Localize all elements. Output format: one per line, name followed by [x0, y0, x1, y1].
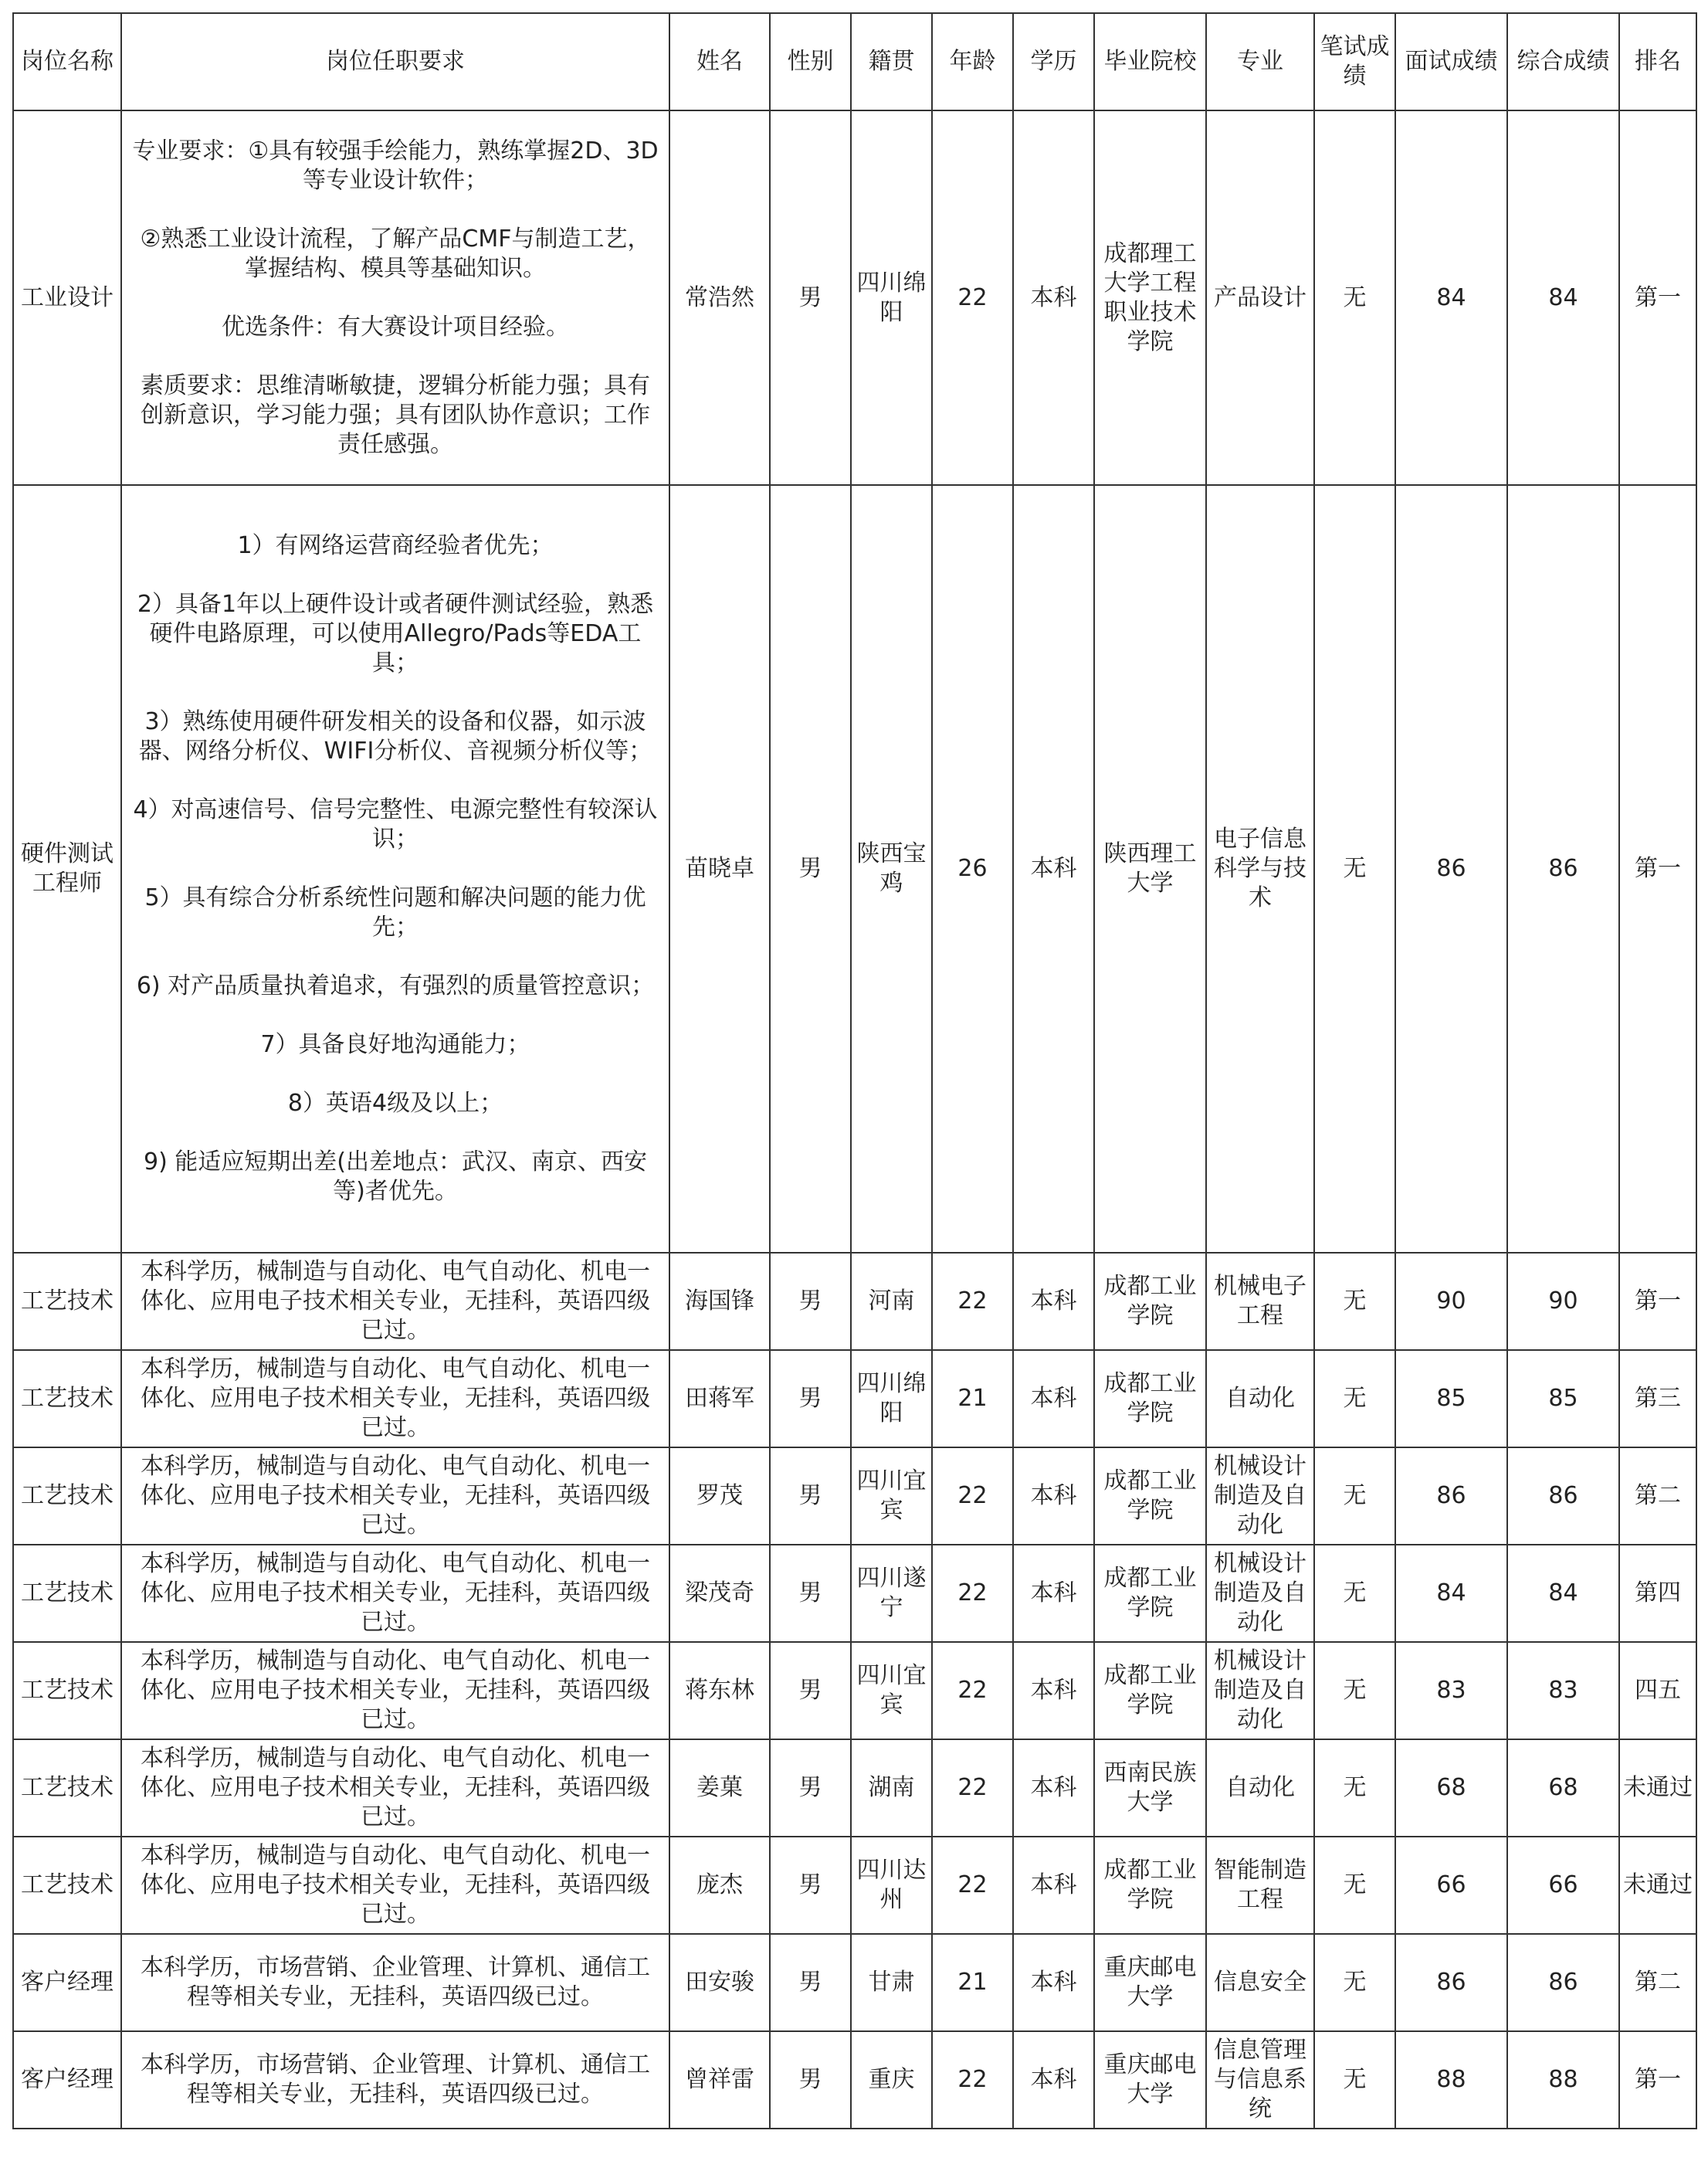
gender-cell: 男 [770, 1447, 851, 1545]
requirement-line: 9) 能适应短期出差(出差地点：武汉、南京、西安等)者优先。 [143, 1148, 648, 1205]
header-school: 毕业院校 [1094, 13, 1206, 110]
gender-cell: 男 [770, 110, 851, 485]
school-cell: 陕西理工大学 [1094, 485, 1206, 1253]
major-cell: 自动化 [1206, 1350, 1314, 1447]
rank-cell: 第三 [1619, 1350, 1696, 1447]
name-cell: 梁茂奇 [669, 1545, 770, 1642]
age-cell: 26 [932, 485, 1013, 1253]
rank-cell: 四五 [1619, 1642, 1696, 1739]
interview-score-cell: 68 [1395, 1739, 1507, 1837]
interview-score-cell: 85 [1395, 1350, 1507, 1447]
origin-cell: 四川绵阳 [851, 110, 932, 485]
rank-cell: 第四 [1619, 1545, 1696, 1642]
total-score-cell: 88 [1507, 2031, 1619, 2129]
position-cell: 硬件测试工程师 [13, 485, 121, 1253]
age-cell: 21 [932, 1350, 1013, 1447]
rank-cell: 第一 [1619, 2031, 1696, 2129]
origin-cell: 四川绵阳 [851, 1350, 932, 1447]
name-cell: 罗茂 [669, 1447, 770, 1545]
origin-cell: 湖南 [851, 1739, 932, 1837]
requirement-line: 4）对高速信号、信号完整性、电源完整性有较深认识； [133, 796, 658, 853]
position-cell: 工艺技术 [13, 1837, 121, 1934]
school-cell: 成都工业学院 [1094, 1545, 1206, 1642]
header-origin: 籍贯 [851, 13, 932, 110]
total-score-cell: 86 [1507, 1447, 1619, 1545]
gender-cell: 男 [770, 1350, 851, 1447]
header-gender: 性别 [770, 13, 851, 110]
requirements-cell: 本科学历，械制造与自动化、电气自动化、机电一体化、应用电子技术相关专业，无挂科，英语四级已过。 [121, 1642, 669, 1739]
written-score-cell: 无 [1314, 1447, 1395, 1545]
interview-score-cell: 86 [1395, 1934, 1507, 2031]
gender-cell: 男 [770, 485, 851, 1253]
table-row [13, 1447, 1696, 1545]
major-cell: 机械设计制造及自动化 [1206, 1447, 1314, 1545]
table-row [13, 1837, 1696, 1934]
name-cell: 海国锋 [669, 1253, 770, 1350]
header-row [13, 13, 1696, 110]
header-name: 姓名 [669, 13, 770, 110]
position-cell: 工艺技术 [13, 1253, 121, 1350]
requirements-cell: 本科学历，械制造与自动化、电气自动化、机电一体化、应用电子技术相关专业，无挂科，英语四级已过。 [121, 1545, 669, 1642]
major-cell: 产品设计 [1206, 110, 1314, 485]
major-cell: 机械设计制造及自动化 [1206, 1642, 1314, 1739]
name-cell: 姜菓 [669, 1739, 770, 1837]
name-cell: 曾祥雷 [669, 2031, 770, 2129]
age-cell: 22 [932, 1642, 1013, 1739]
school-cell: 成都工业学院 [1094, 1642, 1206, 1739]
header-written-score: 笔试成绩 [1314, 13, 1395, 110]
school-cell: 重庆邮电大学 [1094, 2031, 1206, 2129]
total-score-cell: 86 [1507, 485, 1619, 1253]
written-score-cell: 无 [1314, 1837, 1395, 1934]
requirements-cell: 本科学历，械制造与自动化、电气自动化、机电一体化、应用电子技术相关专业，无挂科，英语四级已过。 [121, 1253, 669, 1350]
requirement-line: 7）具备良好地沟通能力； [260, 1031, 530, 1058]
name-cell: 庞杰 [669, 1837, 770, 1934]
name-cell: 蒋东林 [669, 1642, 770, 1739]
requirement-line: 专业要求：①具有较强手绘能力，熟练掌握2D、3D等专业设计软件； [132, 137, 659, 194]
gender-cell: 男 [770, 1837, 851, 1934]
written-score-cell: 无 [1314, 2031, 1395, 2129]
rank-cell: 未通过 [1619, 1739, 1696, 1837]
total-score-cell: 84 [1507, 1545, 1619, 1642]
header-age: 年龄 [932, 13, 1013, 110]
written-score-cell: 无 [1314, 1642, 1395, 1739]
table-row [13, 1642, 1696, 1739]
header-rank: 排名 [1619, 13, 1696, 110]
origin-cell: 陕西宝鸡 [851, 485, 932, 1253]
requirement-line: 1）有网络运营商经验者优先； [237, 532, 554, 559]
name-cell: 常浩然 [669, 110, 770, 485]
gender-cell: 男 [770, 1253, 851, 1350]
table-row [13, 1934, 1696, 2031]
gender-cell: 男 [770, 1642, 851, 1739]
requirements-cell: 本科学历，械制造与自动化、电气自动化、机电一体化、应用电子技术相关专业，无挂科，英语四级已过。 [121, 1739, 669, 1837]
origin-cell: 甘肃 [851, 1934, 932, 2031]
rank-cell: 第一 [1619, 485, 1696, 1253]
rank-cell: 第二 [1619, 1934, 1696, 2031]
position-cell: 客户经理 [13, 1934, 121, 2031]
major-cell: 电子信息科学与技术 [1206, 485, 1314, 1253]
position-cell: 工业设计 [13, 110, 121, 485]
education-cell: 本科 [1013, 1837, 1094, 1934]
education-cell: 本科 [1013, 1739, 1094, 1837]
position-cell: 工艺技术 [13, 1739, 121, 1837]
education-cell: 本科 [1013, 485, 1094, 1253]
origin-cell: 四川宜宾 [851, 1447, 932, 1545]
requirement-line: 6) 对产品质量执着追求，有强烈的质量管控意识； [136, 972, 655, 999]
education-cell: 本科 [1013, 1350, 1094, 1447]
education-cell: 本科 [1013, 1545, 1094, 1642]
origin-cell: 四川遂宁 [851, 1545, 932, 1642]
written-score-cell: 无 [1314, 110, 1395, 485]
education-cell: 本科 [1013, 110, 1094, 485]
total-score-cell: 85 [1507, 1350, 1619, 1447]
education-cell: 本科 [1013, 2031, 1094, 2129]
total-score-cell: 86 [1507, 1934, 1619, 2031]
rank-cell: 第二 [1619, 1447, 1696, 1545]
header-total-score: 综合成绩 [1507, 13, 1619, 110]
position-cell: 客户经理 [13, 2031, 121, 2129]
name-cell: 田蒋军 [669, 1350, 770, 1447]
gender-cell: 男 [770, 1934, 851, 2031]
requirements-cell [121, 110, 669, 485]
age-cell: 21 [932, 1934, 1013, 2031]
school-cell: 成都理工大学工程职业技术学院 [1094, 110, 1206, 485]
header-education: 学历 [1013, 13, 1094, 110]
total-score-cell: 84 [1507, 110, 1619, 485]
header-interview-score: 面试成绩 [1395, 13, 1507, 110]
position-cell: 工艺技术 [13, 1545, 121, 1642]
header-requirements: 岗位任职要求 [121, 13, 669, 110]
age-cell: 22 [932, 1739, 1013, 1837]
school-cell: 成都工业学院 [1094, 1837, 1206, 1934]
requirements-cell: 本科学历，市场营销、企业管理、计算机、通信工程等相关专业，无挂科，英语四级已过。 [121, 2031, 669, 2129]
origin-cell: 重庆 [851, 2031, 932, 2129]
name-cell: 苗晓卓 [669, 485, 770, 1253]
results-table [12, 12, 1697, 2129]
major-cell: 智能制造工程 [1206, 1837, 1314, 1934]
requirement-line: 优选条件：有大赛设计项目经验。 [222, 313, 569, 341]
position-cell: 工艺技术 [13, 1350, 121, 1447]
interview-score-cell: 84 [1395, 1545, 1507, 1642]
table-row [13, 1739, 1696, 1837]
table-row [13, 2031, 1696, 2129]
origin-cell: 四川宜宾 [851, 1642, 932, 1739]
written-score-cell: 无 [1314, 1545, 1395, 1642]
requirements-cell: 本科学历，械制造与自动化、电气自动化、机电一体化、应用电子技术相关专业，无挂科，英语四级已过。 [121, 1447, 669, 1545]
gender-cell: 男 [770, 1545, 851, 1642]
position-cell: 工艺技术 [13, 1447, 121, 1545]
rank-cell: 第一 [1619, 110, 1696, 485]
education-cell: 本科 [1013, 1447, 1094, 1545]
age-cell: 22 [932, 1253, 1013, 1350]
requirement-line: ②熟悉工业设计流程，了解产品CMF与制造工艺，掌握结构、模具等基础知识。 [140, 225, 651, 282]
requirement-line: 素质要求：思维清晰敏捷，逻辑分析能力强；具有创新意识，学习能力强；具有团队协作意识；工作责任感强。 [141, 371, 650, 458]
table-row [13, 1350, 1696, 1447]
total-score-cell: 68 [1507, 1739, 1619, 1837]
major-cell: 自动化 [1206, 1739, 1314, 1837]
header-major: 专业 [1206, 13, 1314, 110]
major-cell: 信息安全 [1206, 1934, 1314, 2031]
gender-cell: 男 [770, 1739, 851, 1837]
table-row [13, 1545, 1696, 1642]
major-cell: 信息管理与信息系统 [1206, 2031, 1314, 2129]
written-score-cell: 无 [1314, 485, 1395, 1253]
requirement-line: 5）具有综合分析系统性问题和解决问题的能力优先； [144, 884, 646, 941]
age-cell: 22 [932, 1545, 1013, 1642]
education-cell: 本科 [1013, 1253, 1094, 1350]
total-score-cell: 83 [1507, 1642, 1619, 1739]
interview-score-cell: 84 [1395, 110, 1507, 485]
major-cell: 机械电子工程 [1206, 1253, 1314, 1350]
requirements-cell: 本科学历，市场营销、企业管理、计算机、通信工程等相关专业，无挂科，英语四级已过。 [121, 1934, 669, 2031]
requirement-line: 2）具备1年以上硬件设计或者硬件测试经验，熟悉硬件电路原理，可以使用Allegro/Pads等EDA工具； [137, 591, 654, 677]
written-score-cell: 无 [1314, 1739, 1395, 1837]
interview-score-cell: 83 [1395, 1642, 1507, 1739]
education-cell: 本科 [1013, 1934, 1094, 2031]
table-row [13, 110, 1696, 485]
requirement-line: 3）熟练使用硬件研发相关的设备和仪器，如示波器、网络分析仪、WIFI分析仪、音视频分析仪等； [138, 708, 652, 765]
origin-cell: 河南 [851, 1253, 932, 1350]
age-cell: 22 [932, 110, 1013, 485]
major-cell: 机械设计制造及自动化 [1206, 1545, 1314, 1642]
age-cell: 22 [932, 2031, 1013, 2129]
requirements-cell [121, 485, 669, 1253]
gender-cell: 男 [770, 2031, 851, 2129]
requirements-cell: 本科学历，械制造与自动化、电气自动化、机电一体化、应用电子技术相关专业，无挂科，英语四级已过。 [121, 1837, 669, 1934]
written-score-cell: 无 [1314, 1934, 1395, 2031]
interview-score-cell: 66 [1395, 1837, 1507, 1934]
total-score-cell: 66 [1507, 1837, 1619, 1934]
written-score-cell: 无 [1314, 1350, 1395, 1447]
age-cell: 22 [932, 1447, 1013, 1545]
interview-score-cell: 86 [1395, 1447, 1507, 1545]
total-score-cell: 90 [1507, 1253, 1619, 1350]
interview-score-cell: 86 [1395, 485, 1507, 1253]
table-row [13, 1253, 1696, 1350]
header-position: 岗位名称 [13, 13, 121, 110]
requirements-cell: 本科学历，械制造与自动化、电气自动化、机电一体化、应用电子技术相关专业，无挂科，英语四级已过。 [121, 1350, 669, 1447]
origin-cell: 四川达州 [851, 1837, 932, 1934]
rank-cell: 未通过 [1619, 1837, 1696, 1934]
school-cell: 成都工业学院 [1094, 1253, 1206, 1350]
interview-score-cell: 88 [1395, 2031, 1507, 2129]
position-cell: 工艺技术 [13, 1642, 121, 1739]
school-cell: 西南民族大学 [1094, 1739, 1206, 1837]
school-cell: 重庆邮电大学 [1094, 1934, 1206, 2031]
name-cell: 田安骏 [669, 1934, 770, 2031]
age-cell: 22 [932, 1837, 1013, 1934]
school-cell: 成都工业学院 [1094, 1350, 1206, 1447]
interview-score-cell: 90 [1395, 1253, 1507, 1350]
rank-cell: 第一 [1619, 1253, 1696, 1350]
education-cell: 本科 [1013, 1642, 1094, 1739]
table-row [13, 485, 1696, 1253]
school-cell: 成都工业学院 [1094, 1447, 1206, 1545]
written-score-cell: 无 [1314, 1253, 1395, 1350]
requirement-line: 8）英语4级及以上； [287, 1090, 503, 1117]
